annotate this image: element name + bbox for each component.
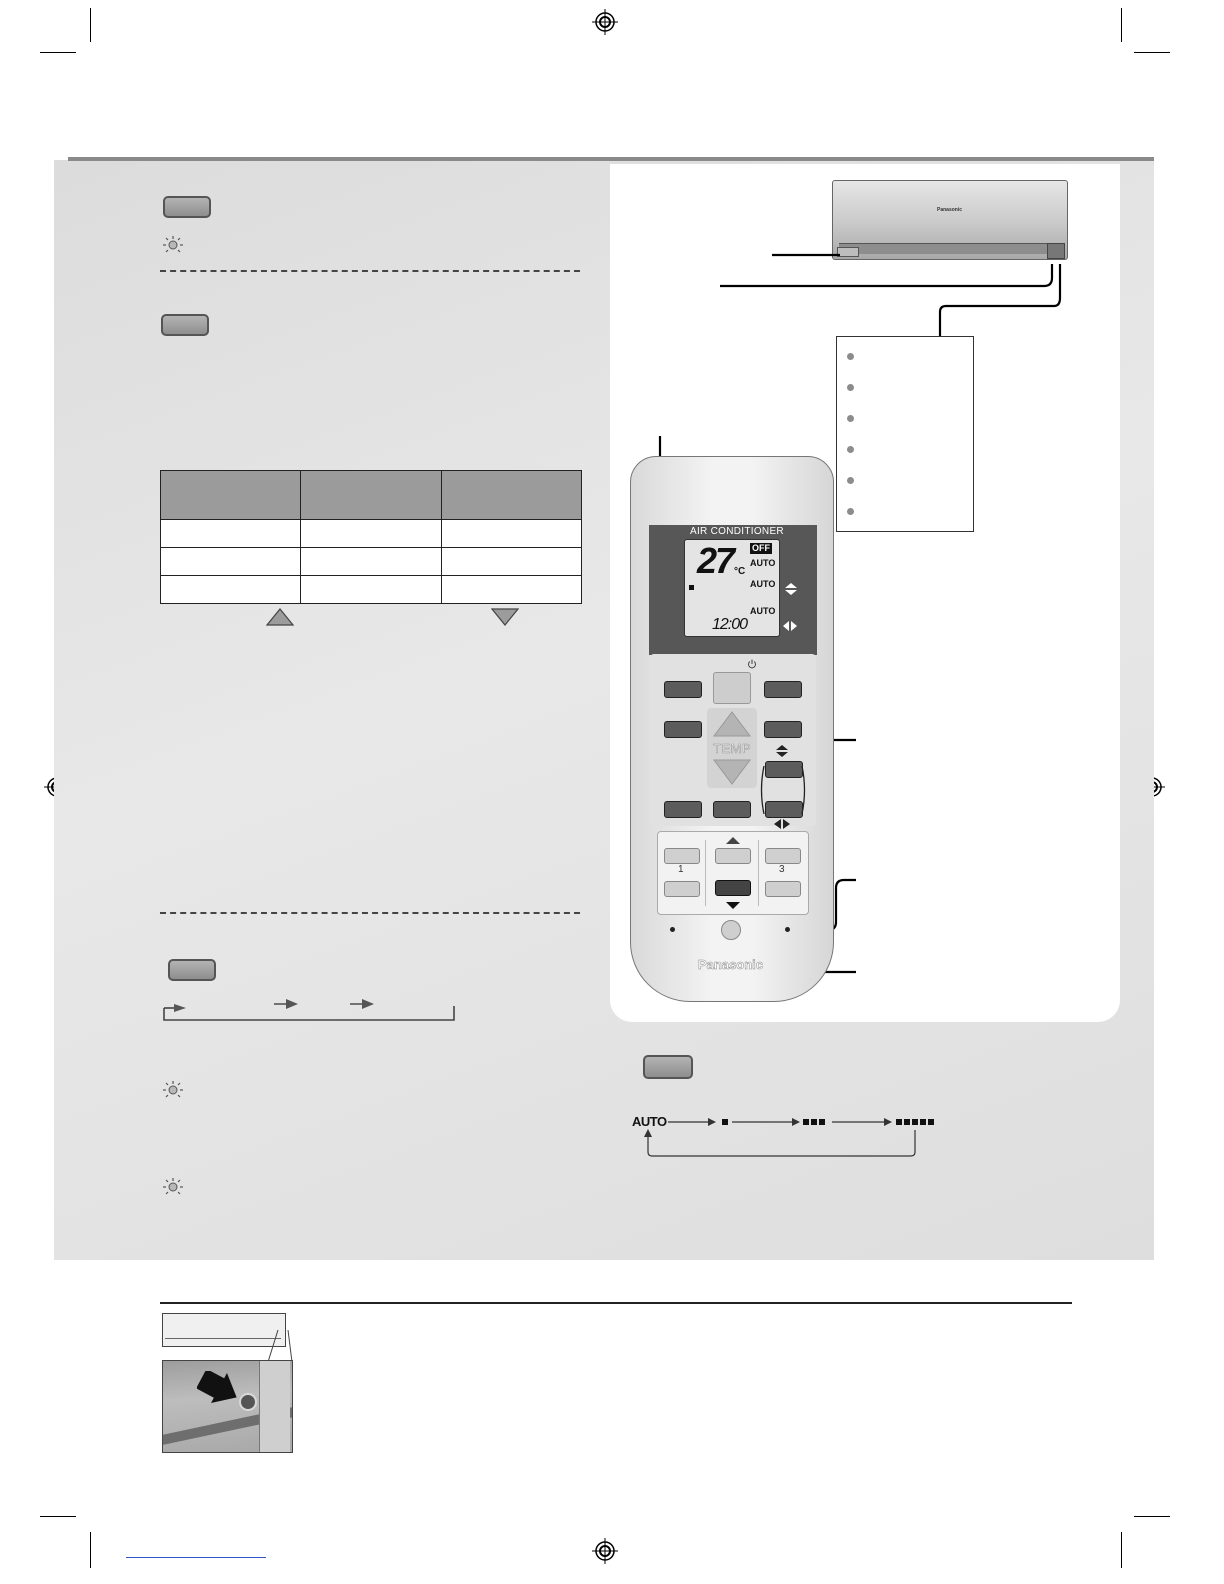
- table-cell: [161, 548, 301, 576]
- pointer-arrow-icon: [197, 1371, 241, 1405]
- powerful-button[interactable]: [664, 721, 702, 738]
- list-bullet: [847, 508, 854, 515]
- check-hole[interactable]: [670, 927, 675, 932]
- photo-casing: [259, 1361, 290, 1453]
- table-header-cell: [301, 471, 441, 520]
- triangle-down-icon: [491, 608, 519, 626]
- timer-cancel-off-button[interactable]: [765, 881, 801, 897]
- lcd-title: AIR CONDITIONER: [690, 526, 784, 537]
- timer-on-button[interactable]: [664, 848, 700, 864]
- crop-mark: [1134, 52, 1170, 53]
- crop-mark: [1134, 1516, 1170, 1517]
- table-cell: [161, 576, 301, 604]
- mode-cycle-arrow: [160, 994, 460, 1024]
- table-cell: [161, 520, 301, 548]
- table-cell: [441, 576, 581, 604]
- lcd-auto-fan: AUTO: [750, 558, 776, 568]
- crop-mark: [40, 52, 76, 53]
- table-cell: [301, 520, 441, 548]
- temp-down-button[interactable]: [712, 758, 752, 786]
- lcd-fan-bar: [689, 585, 694, 590]
- reset-button[interactable]: [721, 920, 741, 940]
- timer-number-3: 3: [779, 864, 785, 875]
- registration-mark-icon: [592, 1538, 618, 1564]
- indicator-lamp-icon: [162, 1178, 184, 1196]
- power-icon: [747, 659, 757, 669]
- section-divider: [160, 912, 580, 914]
- lcd-auto-vertical: AUTO: [750, 579, 776, 589]
- power-button[interactable]: [713, 672, 751, 704]
- lcd-clock: 12:00: [712, 616, 748, 633]
- list-bullet: [847, 415, 854, 422]
- list-bullet: [847, 353, 854, 360]
- crop-mark: [40, 1516, 76, 1517]
- list-bullet: [847, 384, 854, 391]
- button-symbol: [163, 196, 211, 218]
- timer-divider: [705, 840, 706, 906]
- photo-reset-hole: [239, 1393, 257, 1411]
- crop-mark: [1121, 8, 1122, 42]
- ac-reset-hole[interactable]: [785, 927, 790, 932]
- footer-underline: [126, 1557, 266, 1558]
- timer-number-1: 1: [678, 864, 684, 875]
- airflow-bracket: [758, 760, 808, 820]
- vertical-swing-icon: [784, 582, 798, 596]
- lcd-auto-horizontal: AUTO: [750, 606, 776, 616]
- triangle-down-icon: [725, 901, 741, 910]
- table-cell: [301, 548, 441, 576]
- patrol-button[interactable]: [713, 801, 751, 818]
- setting-table: [160, 470, 582, 604]
- temp-up-button[interactable]: [712, 710, 752, 738]
- button-symbol: [643, 1055, 693, 1079]
- check-list-box: [836, 336, 974, 532]
- temp-label: TEMP: [713, 741, 752, 756]
- timer-set-down-button[interactable]: [715, 880, 751, 896]
- crop-mark: [1121, 1532, 1122, 1568]
- vertical-airflow-icon: [775, 744, 789, 758]
- lcd-off-badge: OFF: [752, 543, 770, 553]
- crop-mark: [90, 8, 91, 42]
- table-cell: [441, 548, 581, 576]
- section-divider: [160, 270, 580, 272]
- indicator-lamp-icon: [162, 1081, 184, 1099]
- table-cell: [441, 520, 581, 548]
- button-symbol: [161, 314, 209, 336]
- table-header-cell: [161, 471, 301, 520]
- quiet-button[interactable]: [764, 721, 802, 738]
- crop-mark: [90, 1532, 91, 1568]
- remote-brand: Panasonic: [698, 957, 764, 972]
- fan-speed-sequence: [632, 1110, 952, 1158]
- timer-off-button[interactable]: [765, 848, 801, 864]
- table-header-cell: [441, 471, 581, 520]
- reset-detail-photo: [162, 1360, 293, 1453]
- timer-cancel-button[interactable]: [664, 881, 700, 897]
- indicator-lamp-icon: [162, 236, 184, 254]
- section-top-rule: [68, 157, 1154, 161]
- button-symbol: [168, 959, 216, 981]
- timer-divider: [758, 840, 759, 906]
- zoom-connector: [160, 1318, 300, 1366]
- triangle-up-icon: [266, 608, 294, 626]
- fan-speed-auto: AUTO: [632, 1114, 667, 1129]
- lcd-unit: °C: [734, 566, 746, 577]
- horizontal-swing-icon: [782, 620, 798, 632]
- indoor-unit-brand: Panasonic: [937, 207, 963, 213]
- horizontal-airflow-icon: [773, 818, 791, 830]
- lcd-temperature: 27: [697, 540, 734, 581]
- ion-button[interactable]: [664, 801, 702, 818]
- timer-set-up-button[interactable]: [715, 848, 751, 864]
- list-bullet: [847, 477, 854, 484]
- triangle-up-icon: [725, 836, 741, 845]
- mode-button[interactable]: [664, 681, 702, 698]
- fan-speed-arrows: [632, 1110, 952, 1158]
- note-rule: [160, 1302, 1072, 1304]
- list-bullet: [847, 446, 854, 453]
- fan-speed-button[interactable]: [764, 681, 802, 698]
- table-cell: [301, 576, 441, 604]
- registration-mark-icon: [592, 9, 618, 35]
